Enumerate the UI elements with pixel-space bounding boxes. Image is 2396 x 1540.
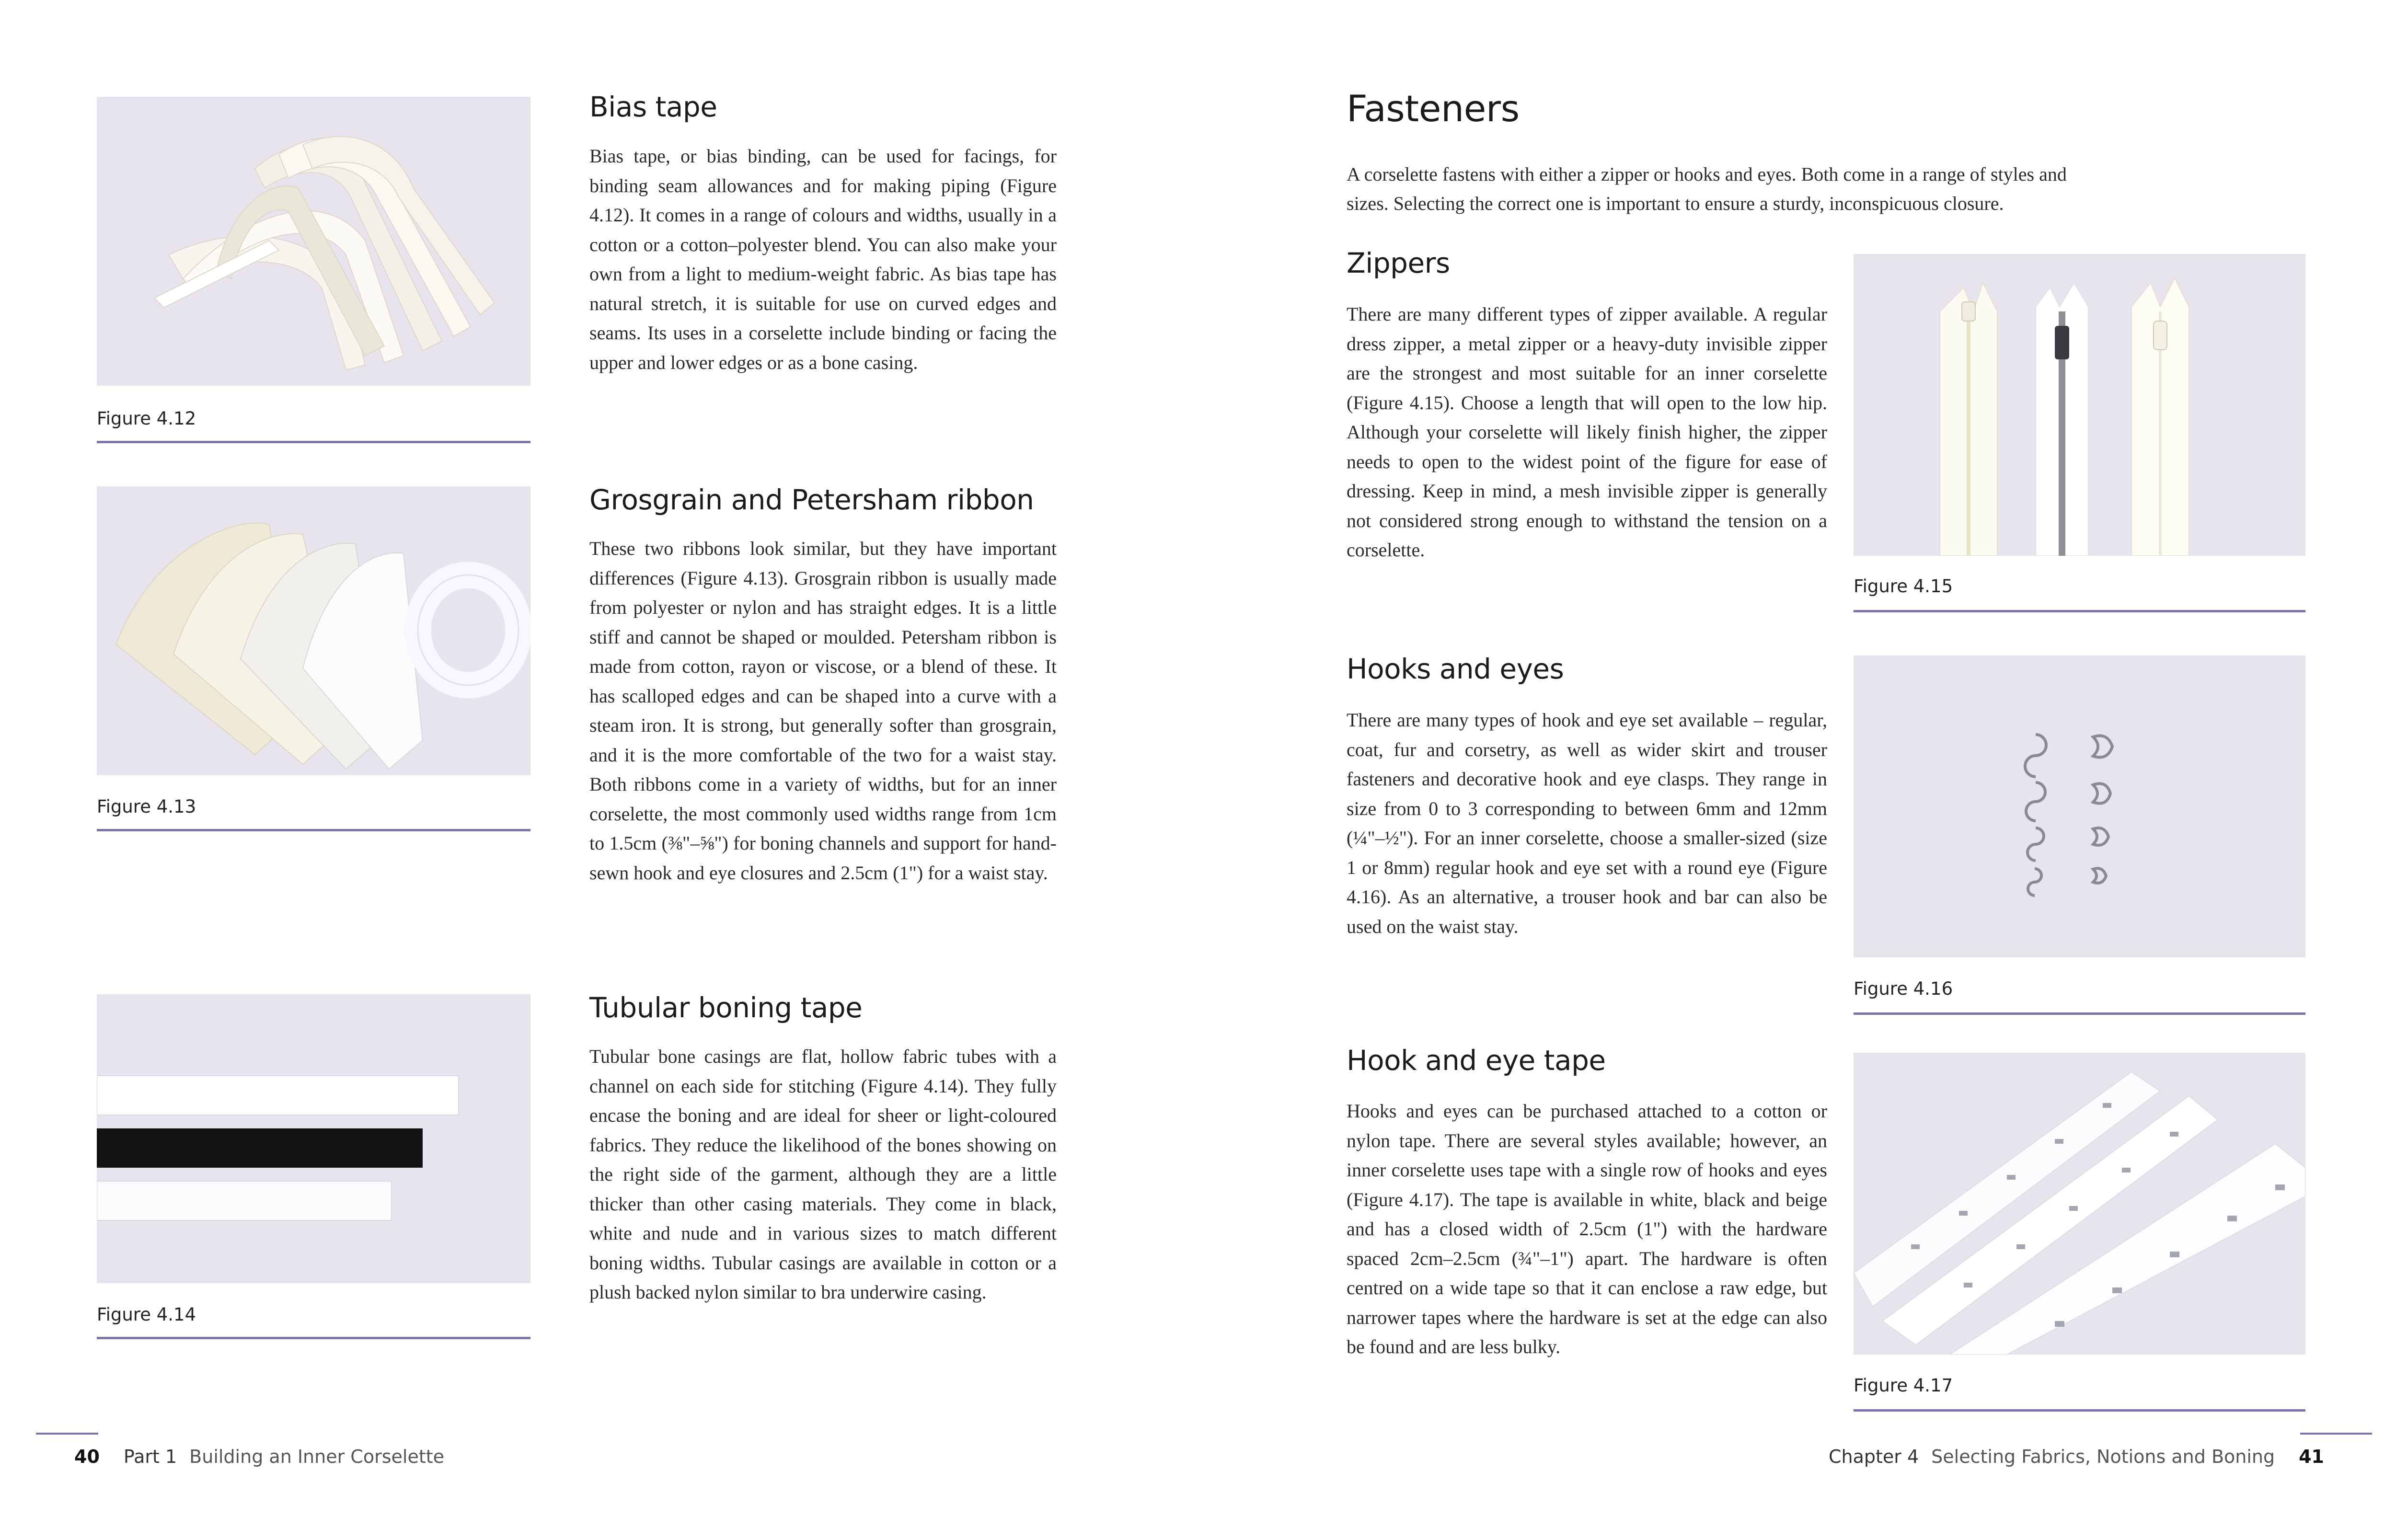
figure-4-13-image	[97, 486, 530, 775]
figure-rule	[1854, 610, 2305, 612]
page-number: 41	[2299, 1446, 2324, 1467]
hooks-eyes-photo	[1854, 655, 2305, 957]
hook-eye-tape-photo	[1854, 1053, 2305, 1355]
section-heading: Tubular boning tape	[589, 991, 863, 1024]
bias-tape-photo	[97, 97, 530, 386]
figure-caption: Figure 4.14	[97, 1304, 196, 1325]
figure-caption: Figure 4.17	[1854, 1375, 1953, 1396]
figure-rule	[97, 829, 530, 831]
figure-rule	[1854, 1012, 2305, 1015]
section-body: There are many different types of zipper available. A regular dress zipper, a metal zipper or a heavy-duty invisible zipper are the strongest and most suitable for an inner corselette (Figure 4.15). Choose a length that will open to the low hip. Although your corselette will likely finish higher, the zipper needs to open to the widest point of the figure for ease of dressing. Keep in mind, a mesh invisible zipper is generally not considered strong enough to withstand the tension on a corselette.	[1347, 303, 1827, 561]
figure-4-14-image	[97, 994, 530, 1283]
footer-rule	[2300, 1433, 2372, 1435]
figure-4-17-image	[1854, 1053, 2305, 1355]
figure-caption: Figure 4.15	[1854, 576, 1953, 597]
figure-4-12-image	[97, 97, 530, 386]
section-heading: Bias tape	[589, 91, 717, 123]
footer-left	[74, 1442, 444, 1471]
footer-title: Selecting Fabrics, Notions and Boning	[1931, 1446, 2275, 1467]
section-body: Bias tape, or bias binding, can be used for facings, for binding seam allowances and for making piping (Figure 4.12). It comes in a range of colours and widths, usually in a cotton or a cotton–polyester blend. You can also make your own from a light to medium-weight fabric. As bias tape has natural stretch, it is suitable for use on curved edges and seams. Its uses in a corselette include binding or facing the upper and lower edges or as a bone casing.	[589, 145, 1057, 373]
figure-rule	[97, 441, 530, 443]
figure-caption: Figure 4.12	[97, 408, 196, 429]
figure-caption: Figure 4.13	[97, 796, 196, 817]
section-heading: Zippers	[1347, 247, 1450, 279]
section-body: There are many types of hook and eye set available – regular, coat, fur and corsetry, as well as wider skirt and trouser fasteners and decorative hook and eye clasps. They range in size from 0 to 3 corresponding to between 6mm and 12mm (¼"–½"). For an inner corselette, choose a smaller-sized (size 1 or 8mm) regular hook and eye set with a round eye (Figure 4.16). As an alternative, a trouser hook and bar can also be used on the waist stay.	[1347, 709, 1827, 937]
figure-4-15-image	[1854, 254, 2305, 556]
section-heading: Hook and eye tape	[1347, 1044, 1606, 1077]
figure-rule	[1854, 1409, 2305, 1412]
zippers-photo	[1854, 254, 2305, 556]
ribbon-photo	[97, 486, 530, 775]
intro-paragraph: A corselette fastens with either a zipper or hooks and eyes. Both come in a range of styles and sizes. Selecting the correct one is important to ensure a sturdy, inconspicuous closure.	[1347, 163, 2067, 214]
section-heading: Grosgrain and Petersham ribbon	[589, 483, 1034, 516]
section-body: Hooks and eyes can be purchased attached to a cotton or nylon tape. There are several styles available; however, an inner corselette uses tape with a single row of hooks and eyes (Figure 4.17). The tape is available in white, black and beige and has a closed width of 2.5cm (1") with the hardware spaced 2cm–2.5cm (¾"–1") apart. The hardware is often centred on a wide tape so that it can enclose a raw edge, but narrower tapes where the hardware is set at the edge can also be found and are less bulky.	[1347, 1100, 1827, 1357]
footer-section: Part 1	[123, 1446, 177, 1467]
section-body: Tubular bone casings are flat, hollow fabric tubes with a channel on each side for stitching (Figure 4.14). They fully encase the boning and are ideal for sheer or light-coloured fabrics. They reduce the likelihood of the bones showing on the right side of the garment, although they are a little thicker than other casing materials. They come in black, white and nude and in various sizes to match different boning widths. Tubular casings are available in cotton or a plush backed nylon similar to bra underwire casing.	[589, 1046, 1057, 1303]
page-number: 40	[74, 1446, 100, 1467]
section-body: These two ribbons look similar, but they have important differences (Figure 4.13). Grosgrain ribbon is usually made from polyester or nylon and has straight edges. It is a little stiff and cannot be shaped or moulded. Petersham ribbon is made from cotton, rayon or viscose, or a blend of these. It has scalloped edges and can be shaped into a curve with a steam iron. It is strong, but generally softer than grosgrain, and it is the more comfortable of the two for a waist stay. Both ribbons come in a variety of widths, but for an inner corselette, the most commonly used widths range from 1cm to 1.5cm (⅜"–⅝") for boning channels and support for hand-sewn hook and eye closures and 2.5cm (1") for a waist stay.	[589, 538, 1057, 884]
footer-right	[1829, 1442, 2324, 1471]
footer-rule	[36, 1433, 98, 1435]
footer-section: Chapter 4	[1828, 1446, 1919, 1467]
figure-rule	[97, 1337, 530, 1339]
figure-caption: Figure 4.16	[1854, 978, 1953, 999]
footer-title: Building an Inner Corselette	[189, 1446, 445, 1467]
boning-tape-photo	[97, 994, 530, 1283]
page-title: Fasteners	[1347, 87, 1520, 130]
figure-4-16-image	[1854, 655, 2305, 957]
section-heading: Hooks and eyes	[1347, 653, 1564, 685]
